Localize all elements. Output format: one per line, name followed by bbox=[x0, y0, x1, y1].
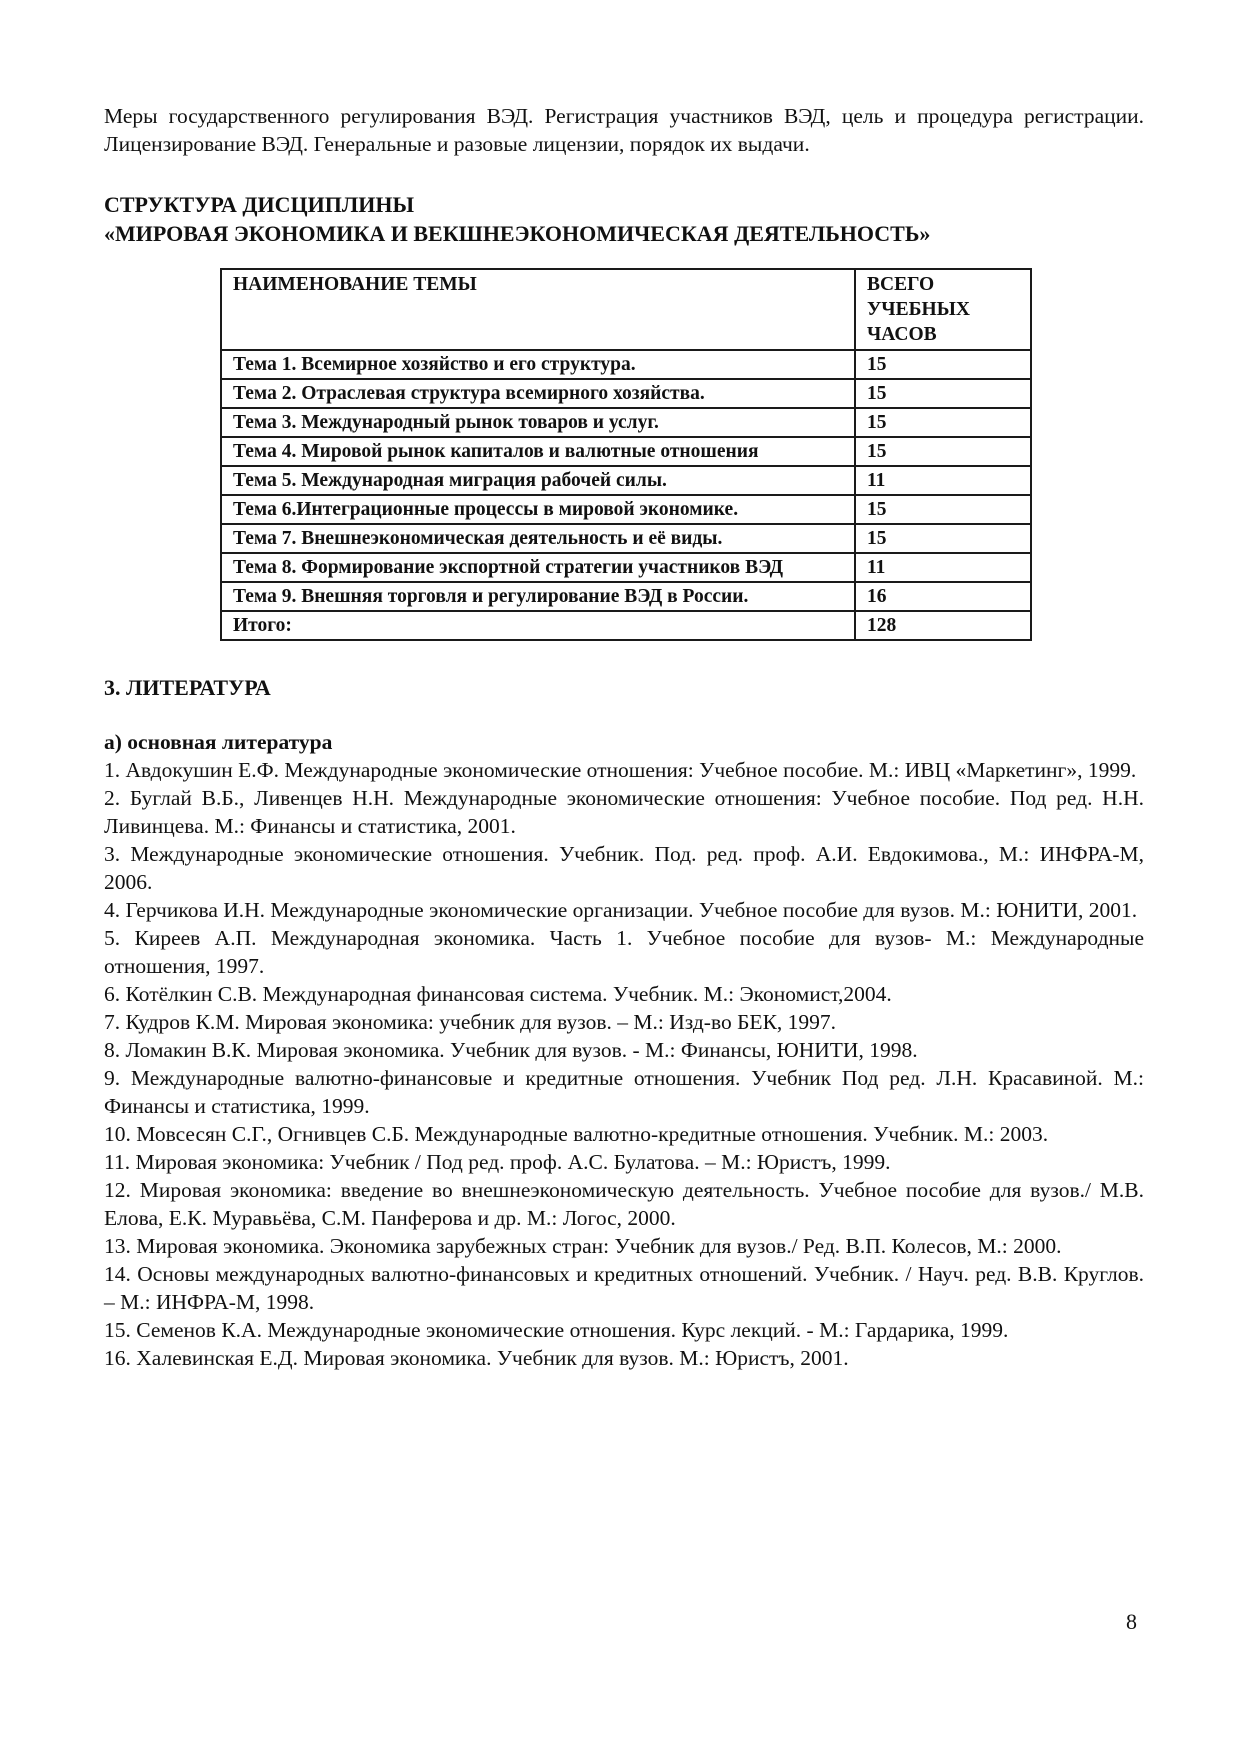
structure-table bbox=[220, 268, 1032, 641]
literature-item: 10. Мовсесян С.Г., Огнивцев С.Б. Международные валютно-кредитные отношения. Учебник. М.: 2003. bbox=[104, 1122, 1049, 1146]
topic-cell: Тема 2. Отраслевая структура всемирного хозяйства. bbox=[221, 379, 855, 408]
hours-cell: 15 bbox=[855, 524, 1031, 553]
topic-cell: Тема 4. Мировой рынок капиталов и валютные отношения bbox=[221, 437, 855, 466]
literature-item: 11. Мировая экономика: Учебник / Под ред. проф. А.С. Булатова. – М.: Юристъ, 1999. bbox=[104, 1150, 891, 1174]
table-row bbox=[221, 437, 1031, 466]
table-row bbox=[221, 524, 1031, 553]
column-header-hours-line1: ВСЕГО bbox=[867, 274, 935, 295]
literature-item: 8. Ломакин В.К. Мировая экономика. Учебник для вузов. - М.: Финансы, ЮНИТИ, 1998. bbox=[104, 1038, 918, 1062]
table-row bbox=[221, 379, 1031, 408]
total-hours-cell: 128 bbox=[855, 611, 1031, 640]
page-number: 8 bbox=[1126, 1609, 1137, 1634]
document-page bbox=[104, 102, 1144, 1372]
structure-table-wrapper bbox=[220, 268, 1030, 641]
literature-item: 9. Международные валютно-финансовые и кредитные отношения. Учебник Под ред. Л.Н. Красавиной. М.: Финансы и статистика, 1999. bbox=[104, 1066, 1144, 1118]
literature-item: 14. Основы международных валютно-финансовых и кредитных отношений. Учебник. / Науч. ред. В.В. Круглов. – М.: ИНФРА-М, 1998. bbox=[104, 1262, 1144, 1314]
column-header-hours-line2: УЧЕБНЫХ bbox=[867, 299, 970, 320]
hours-cell: 16 bbox=[855, 582, 1031, 611]
table-total-row bbox=[221, 611, 1031, 640]
literature-item: 7. Кудров К.М. Мировая экономика: учебник для вузов. – М.: Изд-во БЕК, 1997. bbox=[104, 1010, 837, 1034]
literature-item: 4. Герчикова И.Н. Международные экономические организации. Учебное пособие для вузов. М.: ЮНИТИ, 2001. bbox=[104, 898, 1138, 922]
column-header-topic: НАИМЕНОВАНИЕ ТЕМЫ bbox=[221, 269, 855, 350]
topic-cell: Тема 9. Внешняя торговля и регулирование ВЭД в России. bbox=[221, 582, 855, 611]
column-header-hours-line3: ЧАСОВ bbox=[867, 324, 937, 345]
hours-cell: 15 bbox=[855, 350, 1031, 379]
hours-cell: 15 bbox=[855, 408, 1031, 437]
hours-cell: 15 bbox=[855, 495, 1031, 524]
literature-item: 1. Авдокушин Е.Ф. Международные экономические отношения: Учебное пособие. М.: ИВЦ «Маркетинг», 1999. bbox=[104, 758, 1137, 782]
table-header-row bbox=[221, 269, 1031, 350]
literature-item: 12. Мировая экономика: введение во внешнеэкономическую деятельность. Учебное пособие для вузов./ М.В. Елова, Е.К. Муравьёва, С.М. Панферова и др. М.: Логос, 2000. bbox=[104, 1178, 1144, 1230]
table-row bbox=[221, 466, 1031, 495]
structure-heading bbox=[104, 190, 1144, 248]
hours-cell: 15 bbox=[855, 437, 1031, 466]
literature-item: 16. Халевинская Е.Д. Мировая экономика. Учебник для вузов. М.: Юристъ, 2001. bbox=[104, 1346, 849, 1370]
structure-heading-line1: СТРУКТУРА ДИСЦИПЛИНЫ bbox=[104, 192, 415, 217]
intro-paragraph: Меры государственного регулирования ВЭД. Регистрация участников ВЭД, цель и процедура регистрации. Лицензирование ВЭД. Генеральные и разовые лицензии, порядок их выдачи. bbox=[104, 104, 1144, 156]
table-row bbox=[221, 582, 1031, 611]
literature-item: 2. Буглай В.Б., Ливенцев Н.Н. Международные экономические отношения: Учебное пособие. Под ред. Н.Н. Ливинцева. М.: Финансы и статистика, 2001. bbox=[104, 786, 1144, 838]
literature-item: 15. Семенов К.А. Международные экономические отношения. Курс лекций. - М.: Гардарика, 1999. bbox=[104, 1318, 1009, 1342]
topic-cell: Тема 7. Внешнеэкономическая деятельность и её виды. bbox=[221, 524, 855, 553]
table-row bbox=[221, 553, 1031, 582]
literature-item: 5. Киреев А.П. Международная экономика. Часть 1. Учебное пособие для вузов- М.: Международные отношения, 1997. bbox=[104, 926, 1144, 978]
hours-cell: 15 bbox=[855, 379, 1031, 408]
literature-heading: 3. ЛИТЕРАТУРА bbox=[104, 675, 271, 700]
topic-cell: Тема 3. Международный рынок товаров и услуг. bbox=[221, 408, 855, 437]
topic-cell: Тема 8. Формирование экспортной стратегии участников ВЭД bbox=[221, 553, 855, 582]
hours-cell: 11 bbox=[855, 553, 1031, 582]
hours-cell: 11 bbox=[855, 466, 1031, 495]
literature-item: 3. Международные экономические отношения. Учебник. Под. ред. проф. А.И. Евдокимова., М.: ИНФРА-М, 2006. bbox=[104, 842, 1144, 894]
table-row bbox=[221, 350, 1031, 379]
total-label-cell: Итого: bbox=[221, 611, 855, 640]
topic-cell: Тема 5. Международная миграция рабочей силы. bbox=[221, 466, 855, 495]
topic-cell: Тема 1. Всемирное хозяйство и его структура. bbox=[221, 350, 855, 379]
literature-item: 6. Котёлкин С.В. Международная финансовая система. Учебник. М.: Экономист,2004. bbox=[104, 982, 892, 1006]
literature-list bbox=[104, 756, 1144, 1372]
structure-heading-line2: «МИРОВАЯ ЭКОНОМИКА И ВЕКШНЕЭКОНОМИЧЕСКАЯ ДЕЯТЕЛЬНОСТЬ» bbox=[104, 221, 931, 246]
topic-cell: Тема 6.Интеграционные процессы в мировой экономике. bbox=[221, 495, 855, 524]
literature-item: 13. Мировая экономика. Экономика зарубежных стран: Учебник для вузов./ Ред. В.П. Колесов, М.: 2000. bbox=[104, 1234, 1062, 1258]
table-row bbox=[221, 408, 1031, 437]
literature-subheading: а) основная литература bbox=[104, 730, 333, 754]
column-header-hours bbox=[855, 269, 1031, 350]
table-row bbox=[221, 495, 1031, 524]
